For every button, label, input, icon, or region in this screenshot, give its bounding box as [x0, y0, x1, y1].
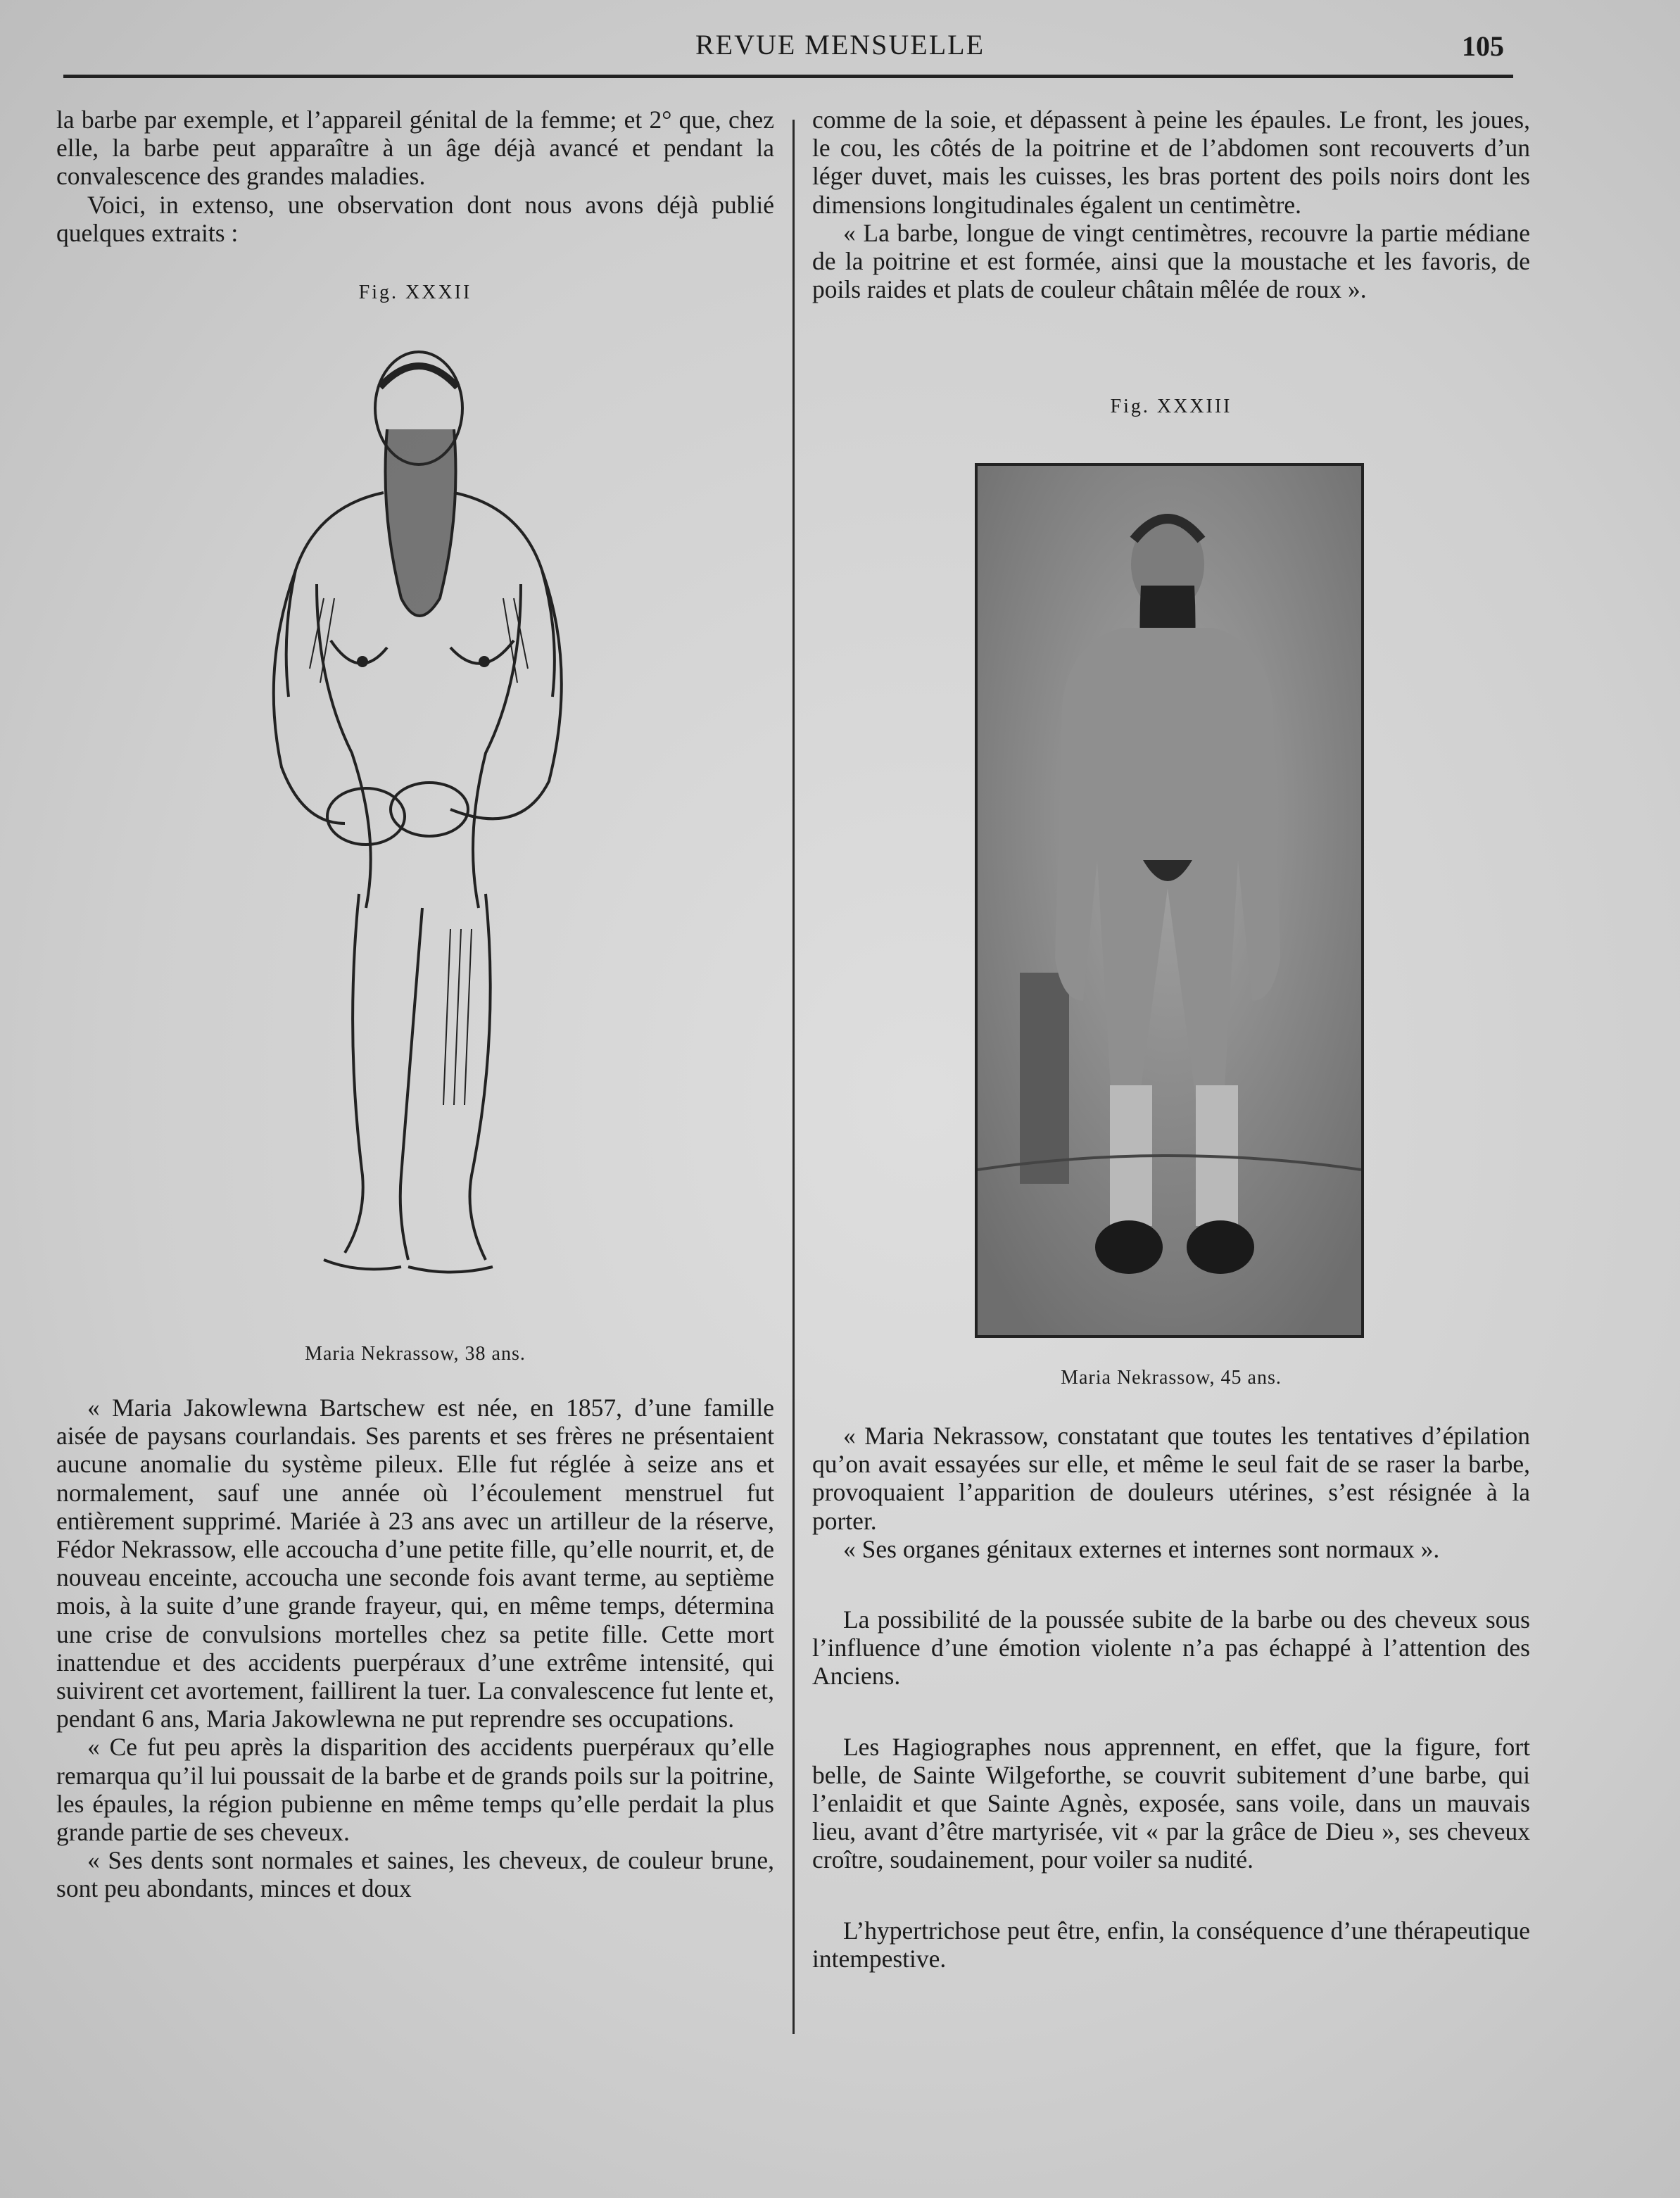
paragraph: « Ses dents sont normales et saines, les cheveux, de couleur brune, sont peu abondants, minces et doux [56, 1846, 774, 1903]
paragraph: « Maria Nekrassow, constatant que toutes les tentatives d’épilation qu’on avait essayées sur elle, et même le seul fait de se raser la barbe, provoquaient l’apparition de douleurs utérines, s’est résignée à la porter. [812, 1422, 1530, 1535]
figure-caption: Maria Nekrassow, 45 ans. [1061, 1367, 1282, 1389]
page-number: 105 [1462, 30, 1504, 62]
left-column-bottom-text [56, 1394, 774, 1903]
paragraph: comme de la soie, et dépassent à peine les épaules. Le front, les joues, le cou, les côtés de la poitrine et de l’abdomen sont recouverts d’un léger duvet, mais les cuisses, les bras portent des poils noirs dont les dimensions longitudinales égalent un centimètre. [812, 106, 1530, 219]
right-column-top-text [812, 106, 1530, 303]
left-column-top-text [56, 106, 774, 247]
paragraph: Les Hagiographes nous apprennent, en effet, que la figure, fort belle, de Sainte Wilgeforthe, se couvrit subitement d’une barbe, qui l’enlaidit et que Sainte Agnès, exposée, sans voile, dans un mauvais lieu, avant d’être martyrisée, vit « par la grâce de Dieu », ses cheveux croître, soudainement, pour voiler sa nudité. [812, 1732, 1530, 1874]
figure-label: Fig. XXXIII [1110, 396, 1232, 417]
running-title: REVUE MENSUELLE [695, 29, 985, 61]
paragraph: L’hypertrichose peut être, enfin, la conséquence d’une thérapeutique intempestive. [812, 1916, 1530, 1973]
column-divider [792, 120, 795, 2034]
paragraph: La possibilité de la poussée subite de la barbe ou des cheveux sous l’influence d’une émotion violente n’a pas échappé à l’attention des Anciens. [812, 1605, 1530, 1691]
paragraph: « Ses organes génitaux externes et internes sont normaux ». [843, 1534, 1440, 1563]
photograph-figure [975, 463, 1364, 1338]
engraving-figure [239, 331, 605, 1302]
photographic-portrait [978, 466, 1361, 1335]
engraved-portrait-illustration [239, 331, 605, 1302]
right-column-bottom-text [812, 1422, 1530, 1973]
paragraph: « La barbe, longue de vingt centimètres, recouvre la partie médiane de la poitrine et est formée, ainsi que la moustache et les favoris, de poils raides et plats de couleur châtain mêlée de roux ». [812, 218, 1530, 304]
header-rule [63, 75, 1513, 78]
paragraph: « Ce fut peu après la disparition des accidents puerpéraux qu’elle remarqua qu’il lui poussait de la barbe et de grands poils sur la poitrine, les épaules, la région pubienne en même temps qu’elle perdait la plus grande partie de ses cheveux. [56, 1733, 774, 1847]
figure-label: Fig. XXXII [358, 282, 472, 303]
paragraph: la barbe par exemple, et l’appareil génital de la femme; et 2° que, chez elle, la barbe peut apparaître à un âge déjà avancé et pendant la convalescence des grandes maladies. [56, 106, 774, 191]
paragraph: « Maria Jakowlewna Bartschew est née, en 1857, d’une famille aisée de paysans courlandais. Ses parents et ses frères ne présentaient aucune anomalie du système pileux. Elle fut réglée à seize ans et normalement, sauf une année où l’écoulement menstruel fut entièrement supprimé. Mariée à 23 ans avec un artilleur de la réserve, Fédor Nekrassow, elle accoucha d’une petite fille, qu’elle nourrit, et, de nouveau enceinte, accoucha une seconde fois avant terme, au septième mois, à la suite d’une grande frayeur, qui, en même temps, détermina une crise de convulsions mortelles chez sa petite fille. Cette mort inattendue et des accidents puerpéraux d’une extrême intensité, qui suivirent cet avortement, faillirent la tuer. La convalescence fut lente et, pendant 6 ans, Maria Jakowlewna ne put reprendre ses occupations. [56, 1394, 774, 1733]
figure-caption: Maria Nekrassow, 38 ans. [305, 1343, 526, 1365]
paragraph: Voici, in extenso, une observation dont nous avons déjà publié quelques extraits : [56, 190, 774, 247]
